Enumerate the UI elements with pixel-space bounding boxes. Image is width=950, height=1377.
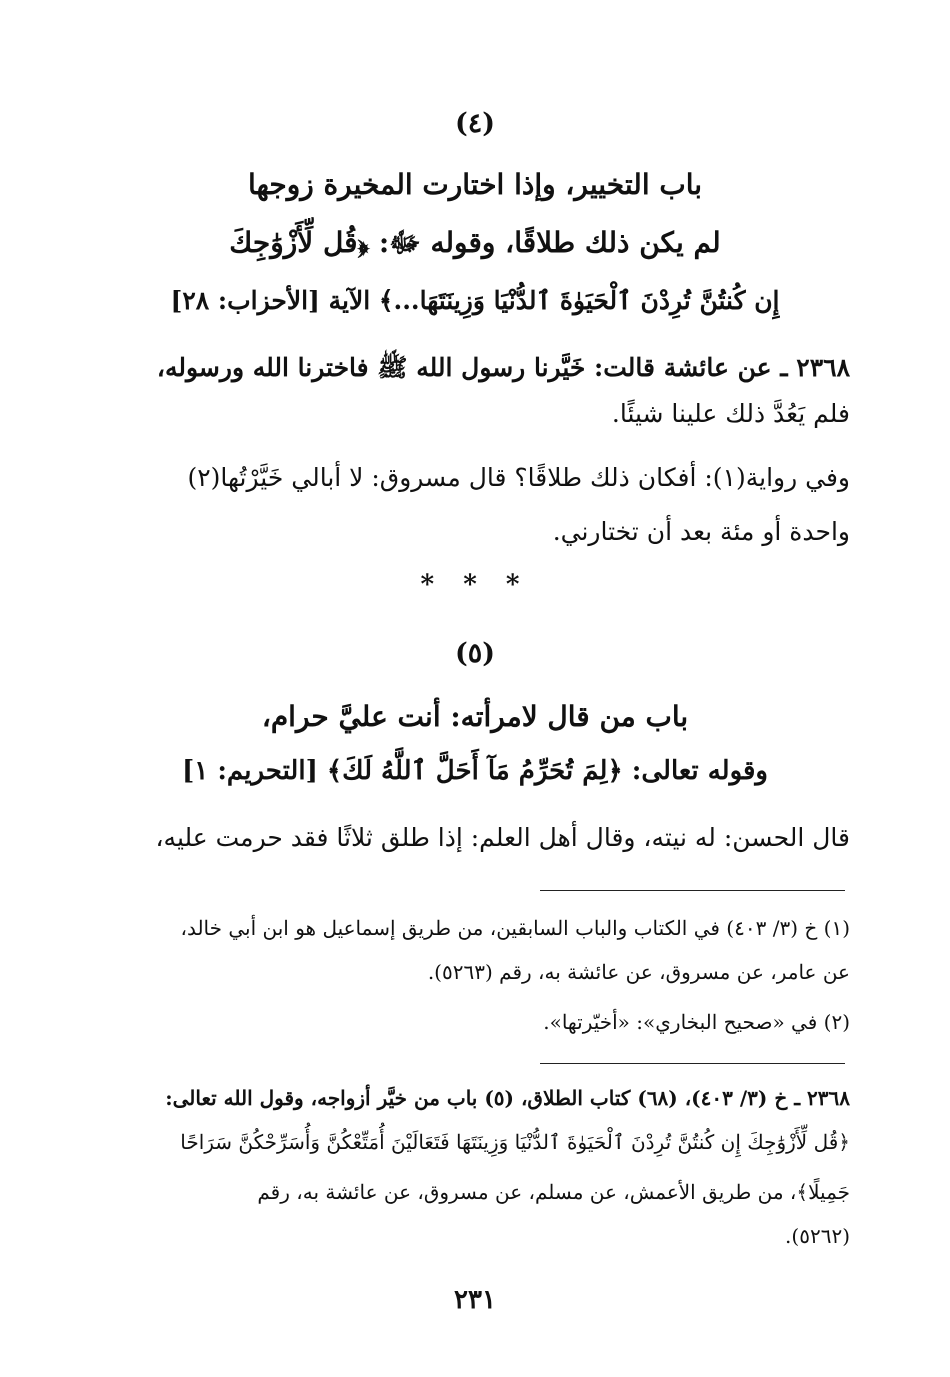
section-separator: * * * [420, 570, 530, 600]
chapter-title-line-1: باب التخيير، وإذا اختارت المخيرة زوجها [247, 168, 703, 201]
chapter5-text-line: قال الحسن: له نيته، وقال أهل العلم: إذا طلق ثلاثًا فقد حرمت عليه، [155, 823, 850, 852]
footnote-1-line-1: (١) خ (٣/ ٤٠٣) في الكتاب والباب السابقين، من طريق إسماعيل هو ابن أبي خالد، [180, 916, 850, 940]
chapter5-title-line-2: وقوله تعالى: ﴿لِمَ تُحَرِّمُ مَآ أَحَلَّ ٱللَّهُ لَكَ﴾ [التحريم: ١] [181, 756, 768, 786]
footnote-2: (٢) في «صحيح البخاري»: «أخيّرتها». [543, 1010, 850, 1034]
takhrij-divider [540, 1063, 845, 1064]
chapter5-title-line-1: باب من قال لامرأته: أنت عليَّ حرام، [261, 700, 689, 733]
chapter-title-line-2: لم يكن ذلك طلاقًا، وقوله ﷻ: ﴿قُل لِّأَزْوَٰجِكَ [229, 226, 721, 259]
chapter-number-5: (٥) [454, 638, 496, 669]
takhrij-line-2: ﴿قُل لِّأَزْوَٰجِكَ إِن كُنتُنَّ تُرِدْنَ ٱلْحَيَوٰةَ ٱلدُّنْيَا وَزِينَتَهَا فَتَعَالَيْنَ أُمَتِّعْكُنَّ وَأُسَرِّحْكُنَّ سَرَاحًا [180, 1130, 850, 1154]
footnote-1-line-2: عن عامر، عن مسروق، عن عائشة به، رقم (٥٢٦٣). [427, 960, 850, 984]
hadith-line-1: ٢٣٦٨ ـ عن عائشة قالت: خَيَّرنا رسول الله ﷺ فاخترنا الله ورسوله، [156, 353, 850, 382]
takhrij-line-4: (٥٢٦٢). [785, 1224, 850, 1248]
hadith-line-2: فلم يَعُدَّ ذلك علينا شيئًا. [611, 399, 850, 428]
riwaya-line-2: واحدة أو مئة بعد أن تختارني. [552, 517, 850, 546]
takhrij-line-1: ٢٣٦٨ ـ خ (٣/ ٤٠٣)، (٦٨) كتاب الطلاق، (٥) باب من خيَّر أزواجه، وقول الله تعالى: [165, 1086, 850, 1110]
riwaya-line-1: وفي رواية(١): أفكان ذلك طلاقًا؟ قال مسروق: لا أبالي خَيَّرْتُها(٢) [187, 463, 850, 492]
takhrij-line-3: جَمِيلًا﴾، من طريق الأعمش، عن مسلم، عن مسروق، عن عائشة به، رقم [257, 1180, 850, 1204]
chapter-title-line-3: إِن كُنتُنَّ تُرِدْنَ ٱلْحَيَوٰةَ ٱلدُّنْيَا وَزِينَتَهَا...﴾ الآية [الأحزاب: ٢٨] [170, 286, 780, 315]
chapter-number-4: (٤) [454, 108, 496, 139]
page-number: ٢٣١ [454, 1285, 496, 1315]
footnote-divider [540, 890, 845, 891]
